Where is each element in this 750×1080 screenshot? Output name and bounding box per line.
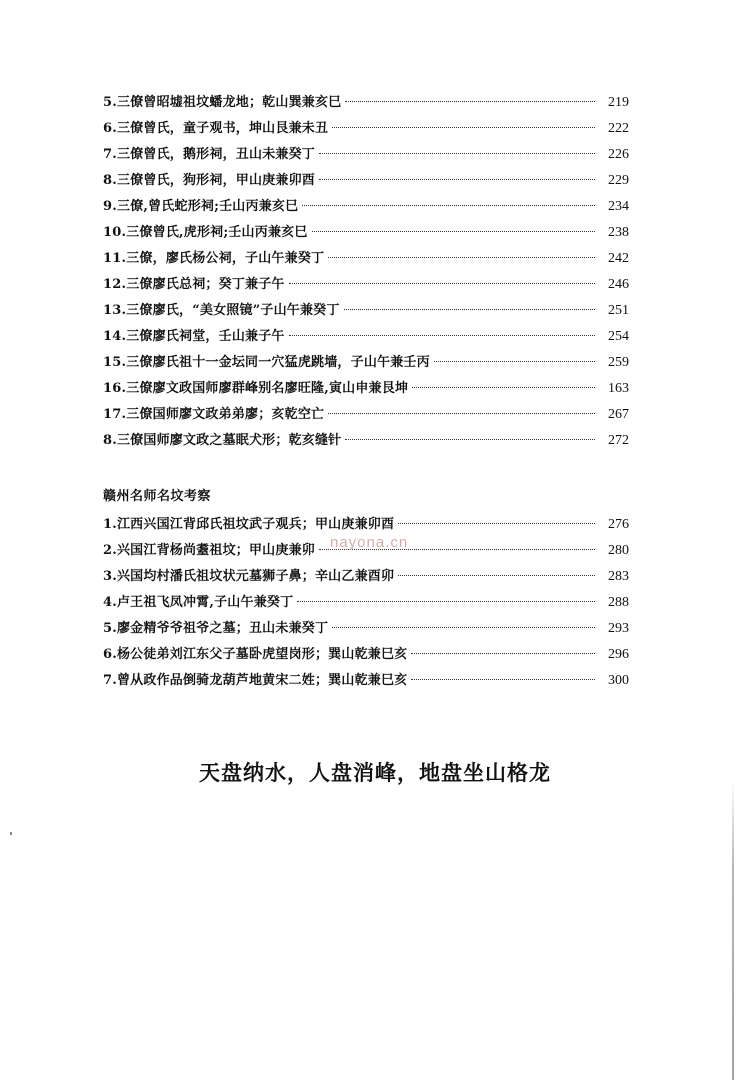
toc-entry-title: 1.江西兴国江背邱氏祖坟武子观兵；甲山庚兼卯酉 (103, 517, 395, 532)
toc-entry-title: 14.三僚廖氏祠堂，壬山兼子午 (103, 329, 285, 344)
toc-entry-title: 15.三僚廖氏祖十一金坛同一穴猛虎跳墙，子山午兼壬丙 (103, 355, 430, 370)
dot-leader (289, 283, 595, 284)
big-heading: 天盘纳水，人盘消峰，地盘坐山格龙 (199, 760, 551, 785)
toc-entry-title: 8.三僚曾氏，狗形祠，甲山庚兼卯酉 (103, 173, 315, 188)
toc-entry-page: 229 (608, 173, 629, 188)
dot-leader (398, 575, 595, 576)
toc-entry-page: 283 (608, 569, 629, 584)
dot-leader (344, 309, 595, 310)
toc-entry (103, 246, 629, 272)
toc-entry-page: 234 (608, 199, 629, 214)
toc-entry (103, 350, 629, 376)
toc-entry-page: 300 (608, 673, 629, 688)
dot-leader (332, 127, 595, 128)
toc-entry-title: 9.三僚,曾氏蛇形祠;壬山丙兼亥巳 (103, 199, 299, 214)
dot-leader (297, 601, 595, 602)
toc-entry-title: 11.三僚，廖氏杨公祠，子山午兼癸丁 (103, 251, 325, 266)
toc-entry-page: 238 (608, 225, 629, 240)
toc-entry (103, 590, 629, 616)
toc-entry-page: 219 (608, 95, 629, 110)
dot-leader (332, 627, 595, 628)
watermark: nayona.cn (330, 534, 409, 551)
dot-leader (319, 179, 595, 180)
toc-entry (103, 428, 629, 454)
scan-edge-line (732, 780, 734, 1080)
toc-entry-title: 6.杨公徒弟刘江东父子墓卧虎望岗形；巽山乾兼巳亥 (103, 647, 408, 662)
scan-speck (10, 832, 12, 835)
toc-entry-page: 267 (608, 407, 629, 422)
dot-leader (411, 653, 595, 654)
toc-entry-page: 246 (608, 277, 629, 292)
dot-leader (312, 231, 595, 232)
table-of-contents-part-1 (103, 90, 629, 454)
toc-entry-title: 2.兴国江背杨尚耋祖坟；甲山庚兼卯 (103, 543, 315, 558)
toc-entry-title: 7.曾从政作品倒骑龙葫芦地黄宋二姓；巽山乾兼巳亥 (103, 673, 408, 688)
dot-leader (289, 335, 595, 336)
toc-entry (103, 376, 629, 402)
toc-entry-page: 288 (608, 595, 629, 610)
toc-entry-page: 259 (608, 355, 629, 370)
dot-leader (411, 679, 595, 680)
toc-entry-title: 12.三僚廖氏总祠；癸丁兼子午 (103, 277, 285, 292)
toc-entry (103, 616, 629, 642)
dot-leader (328, 413, 595, 414)
toc-entry-page: 276 (608, 517, 629, 532)
dot-leader (398, 523, 595, 524)
toc-entry-page: 222 (608, 121, 629, 136)
toc-entry-title: 6.三僚曾氏，童子观书，坤山艮兼未丑 (103, 121, 329, 136)
toc-entry (103, 220, 629, 246)
toc-entry (103, 324, 629, 350)
toc-entry-page: 251 (608, 303, 629, 318)
toc-entry (103, 298, 629, 324)
dot-leader (328, 257, 595, 258)
toc-entry-title: 10.三僚曾氏,虎形祠;壬山丙兼亥巳 (103, 225, 308, 240)
toc-entry-page: 296 (608, 647, 629, 662)
toc-entry-title: 5.三僚曾昭墟祖坟蟠龙地；乾山巽兼亥巳 (103, 95, 342, 110)
section-heading: 赣州名师名坟考察 (103, 489, 212, 504)
toc-entry (103, 564, 629, 590)
toc-entry-page: 293 (608, 621, 629, 636)
toc-entry-page: 280 (608, 543, 629, 558)
toc-entry-page: 226 (608, 147, 629, 162)
toc-entry-page: 163 (608, 381, 629, 396)
toc-entry (103, 168, 629, 194)
toc-entry (103, 116, 629, 142)
dot-leader (345, 101, 595, 102)
toc-entry-page: 254 (608, 329, 629, 344)
toc-entry-title: 7.三僚曾氏，鹅形祠，丑山未兼癸丁 (103, 147, 315, 162)
toc-entry-title: 16.三僚廖文政国师廖群峰别名廖旺隆,寅山申兼艮坤 (103, 381, 409, 396)
toc-entry (103, 194, 629, 220)
dot-leader (302, 205, 595, 206)
toc-entry-page: 242 (608, 251, 629, 266)
toc-entry-title: 13.三僚廖氏，“美女照镜”子山午兼癸丁 (103, 303, 340, 318)
toc-entry-title: 8.三僚国师廖文政之墓眠犬形；乾亥缝针 (103, 433, 342, 448)
dot-leader (412, 387, 595, 388)
toc-entry-title: 17.三僚国师廖文政弟弟廖；亥乾空亡 (103, 407, 325, 422)
toc-entry-page: 272 (608, 433, 629, 448)
toc-entry (103, 402, 629, 428)
toc-entry-title: 3.兴国均村潘氏祖坟状元墓狮子鼻；辛山乙兼酉卯 (103, 569, 395, 584)
toc-entry (103, 142, 629, 168)
toc-entry (103, 272, 629, 298)
toc-entry (103, 642, 629, 668)
dot-leader (345, 439, 595, 440)
dot-leader (319, 153, 595, 154)
toc-entry-title: 4.卢王祖飞凤冲霄,子山午兼癸丁 (103, 595, 294, 610)
toc-entry (103, 90, 629, 116)
dot-leader (434, 361, 595, 362)
toc-entry-title: 5.廖金精爷爷祖爷之墓；丑山未兼癸丁 (103, 621, 329, 636)
toc-entry (103, 668, 629, 694)
